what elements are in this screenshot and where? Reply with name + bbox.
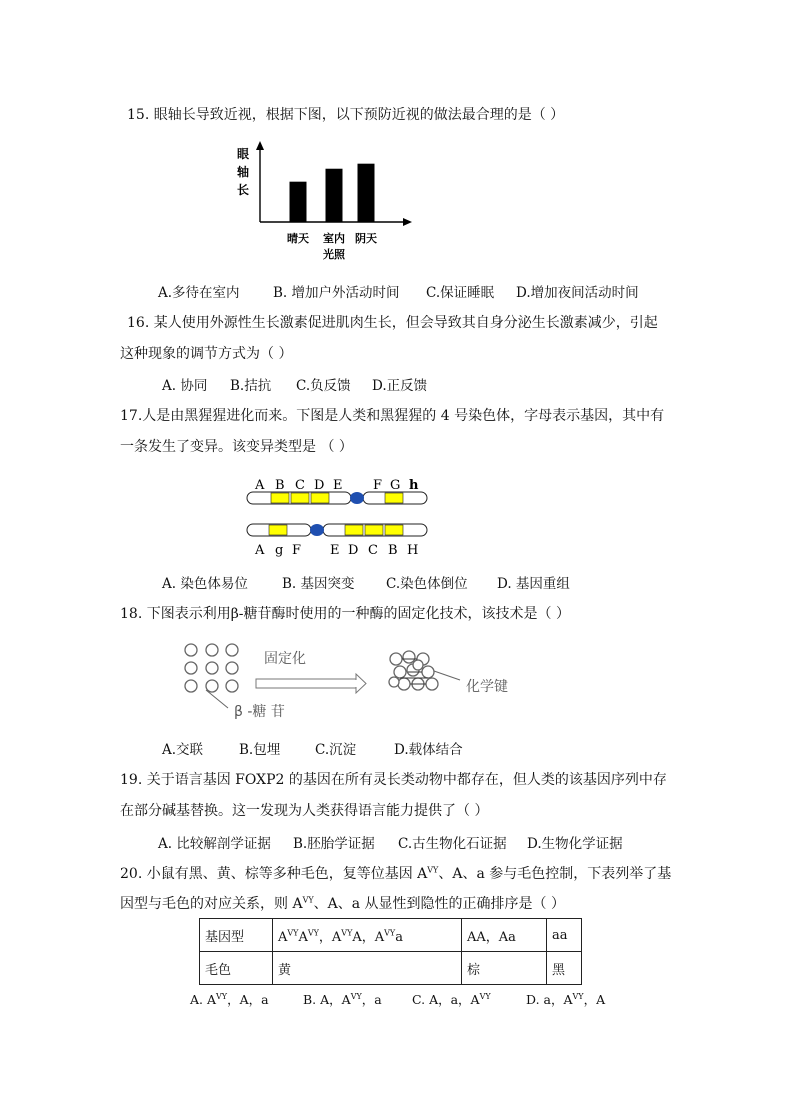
q19-stem-line1: 19. 关于语言基因 FOXP2 的基因在所有灵长类动物中都存在，但人类的该基因序列中存	[120, 772, 667, 788]
gene-bottom-1: A	[255, 543, 265, 558]
gene-bottom-6: C	[368, 543, 378, 558]
beta-glycoside-label: β -糖 苷	[234, 704, 285, 720]
q20-line2-post: 、A、a 从显性到隐性的正确排序是（ ）	[313, 896, 565, 912]
gene-top-3: C	[295, 478, 305, 493]
centromere-top	[350, 492, 364, 504]
gene-top-7: G	[390, 478, 401, 493]
q20-line1-sup: VY	[427, 865, 439, 875]
q20-line2-pre: 因型与毛色的对应关系，则 A	[120, 896, 303, 912]
x-tick-label-1: 晴天	[287, 232, 309, 245]
chromosome-bottom	[247, 524, 427, 536]
gene-bottom-2: g	[275, 543, 284, 558]
gene-top-2: B	[275, 478, 285, 493]
q15-ylabel-2: 轴	[237, 165, 250, 179]
free-enzyme-circles	[185, 644, 238, 692]
q20-option-b: B. A，$A^{VY}$，a	[303, 991, 382, 1007]
gene-top-6: F	[373, 478, 383, 493]
immobilization-label: 固定化	[264, 651, 306, 667]
q18-stem: 18. 下图表示利用β-糖苷酶时使用的一种酶的固定化技术，该技术是（ ）	[120, 606, 570, 622]
color-cell-black: 黑	[547, 952, 582, 985]
gene-top-4: D	[314, 478, 325, 493]
q18-option-d: D.载体结合	[394, 742, 463, 758]
q15-option-d: D.增加夜间活动时间	[516, 285, 639, 301]
table-row	[200, 919, 582, 952]
bond-pointer	[434, 671, 460, 680]
q15-option-a: A.多待在室内	[158, 285, 240, 301]
bar-2	[326, 169, 343, 222]
table-row	[200, 952, 582, 985]
q19-option-a: A. 比较解剖学证据	[158, 836, 271, 852]
q17-stem-line2: 一条发生了变异。该变异类型是 （ ）	[120, 439, 353, 455]
q17-option-a: A. 染色体易位	[162, 576, 248, 592]
chromosome-top	[247, 492, 427, 504]
genotype-cell-brown: AA，Aa	[462, 919, 547, 952]
x-tick-label-3: 阴天	[355, 232, 377, 245]
chemical-bond-label: 化学键	[466, 679, 508, 695]
gene-top-8: h	[409, 478, 419, 493]
genotype-table	[199, 918, 582, 985]
q16-option-a: A. 协同	[162, 378, 208, 394]
q15-ylabel-3: 长	[237, 183, 250, 197]
table-header-coat-color: 毛色	[200, 952, 273, 985]
q16-option-b: B.拮抗	[230, 378, 272, 394]
q17-option-d: D. 基因重组	[497, 576, 570, 592]
x-tick-label-2: 光照	[323, 248, 345, 261]
q20-option-d: D. a，$A^{VY}$，A	[526, 991, 606, 1007]
q16-option-c: C.负反馈	[296, 378, 351, 394]
q18-figure	[182, 640, 522, 740]
color-cell-yellow: 黄	[273, 952, 462, 985]
q17-chromosome-figure	[245, 472, 435, 560]
q19-option-d: D.生物化学证据	[527, 836, 623, 852]
gene-top-1: A	[255, 478, 265, 493]
q15-option-c: C.保证睡眠	[426, 285, 495, 301]
color-cell-brown: 棕	[462, 952, 547, 985]
arrow-icon	[256, 674, 366, 693]
gene-bottom-7: B	[388, 543, 398, 558]
table-header-genotype: 基因型	[200, 919, 273, 952]
gene-bottom-5: D	[348, 543, 359, 558]
q20-option-a: A. $A^{VY}$，A，a	[190, 991, 269, 1007]
q20-line1-pre: 20. 小鼠有黑、黄、棕等多种毛色，复等位基因 A	[120, 866, 428, 882]
q19-option-c: C.古生物化石证据	[398, 836, 507, 852]
q20-option-c: C. A，a，$A^{VY}$	[412, 991, 491, 1007]
q15-chart	[233, 138, 433, 268]
genotype-cell-yellow: $A^{VY}A^{VY}$，$A^{VY}A$，$A^{VY}a$	[273, 919, 462, 952]
q16-stem-line1: 16. 某人使用外源性生长激素促进肌肉生长，但会导致其自身分泌生长激素减少，引起	[127, 315, 658, 331]
genotype-cell-black: aa	[547, 919, 582, 952]
gene-bottom-4: E	[330, 543, 340, 558]
q20-line1-post: 、A、a 参与毛色控制，下表列举了基	[438, 866, 672, 882]
q15-stem: 15. 眼轴长导致近视，根据下图，以下预防近视的做法最合理的是（ ）	[127, 107, 565, 123]
q15-x-arrow	[403, 218, 412, 226]
q20-stem-line1	[120, 863, 671, 883]
q20-stem-line2	[120, 893, 565, 913]
centromere-bottom	[310, 524, 324, 536]
bar-3	[358, 164, 375, 222]
q15-ylabel-1: 眼	[237, 147, 250, 161]
q15-y-arrow	[256, 141, 264, 150]
gene-bottom-8: H	[407, 543, 419, 558]
q17-stem-line1: 17.人是由黑猩猩进化而来。下图是人类和黑猩猩的 4 号染色体，字母表示基因，其中有	[120, 408, 665, 424]
q17-option-b: B. 基因突变	[282, 576, 355, 592]
q18-option-a: A.交联	[162, 742, 204, 758]
q18-option-b: B.包埋	[239, 742, 281, 758]
q16-option-d: D.正反馈	[372, 378, 428, 394]
glycoside-pointer	[206, 690, 228, 708]
q16-stem-line2: 这种现象的调节方式为（ ）	[120, 346, 293, 362]
x-tick-label-2: 室内	[323, 232, 345, 245]
gene-bottom-3: F	[292, 543, 302, 558]
q15-option-b: B. 增加户外活动时间	[273, 285, 400, 301]
q19-stem-line2: 在部分碱基替换。这一发现为人类获得语言能力提供了（ ）	[120, 803, 489, 819]
q20-line2-sup: VY	[302, 895, 314, 905]
bar-1	[290, 182, 307, 222]
q17-option-c: C.染色体倒位	[386, 576, 468, 592]
q19-option-b: B.胚胎学证据	[293, 836, 375, 852]
q18-option-c: C.沉淀	[315, 742, 357, 758]
gene-top-5: E	[333, 478, 343, 493]
